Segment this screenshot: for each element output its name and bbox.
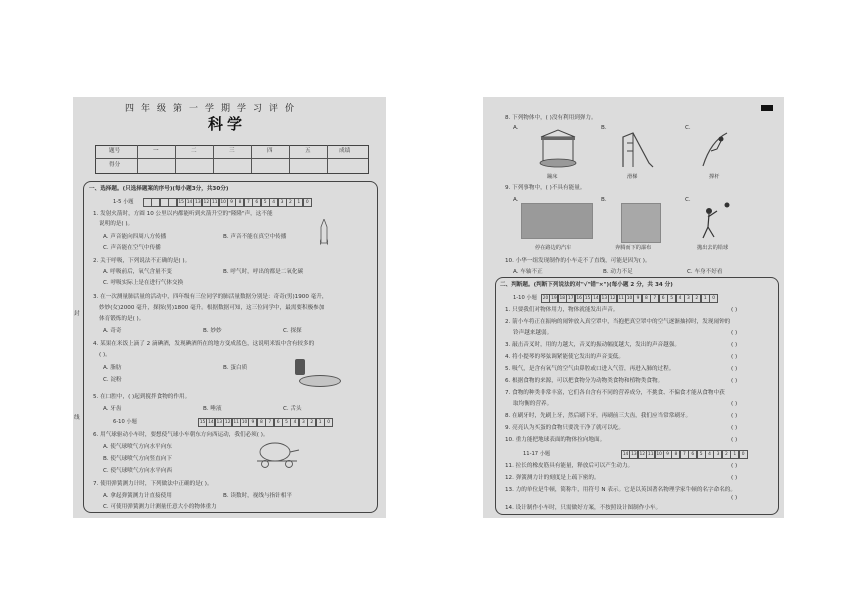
q5-option-b: B. 唾液 xyxy=(203,406,222,412)
q6-option-c: C. 使气球喷气方向水平向西 xyxy=(103,468,172,474)
judge-8: 8. 在刷牙时，先刷上牙，然后刷下牙，再刷前三大齿，我们应当常常刷牙。 xyxy=(505,413,692,419)
q3-line2: 妙妙(女)2000 毫升，探探(男)1800 毫升。根据数据可知，这三位同学中，最需要积极参加 xyxy=(99,305,325,311)
score-cell: 10 xyxy=(220,200,226,205)
score-cell: 1 xyxy=(316,418,325,427)
q10-option-b: B. 动力不足 xyxy=(603,269,633,275)
score-cell: 10 xyxy=(626,296,633,301)
score-cell: 14 xyxy=(208,420,214,425)
waterfall-image xyxy=(621,203,661,243)
score-cell: 8 xyxy=(257,418,266,427)
score-cell: 11 xyxy=(618,296,624,301)
score-cell: 1 xyxy=(294,198,303,207)
q1-text: 1. 发射火箭时，方圆 10 公里以内都能听到火箭升空的"隆隆"声，这不能 xyxy=(93,211,273,217)
score-cell: 9 xyxy=(227,198,236,207)
q3-option-b: B. 妙妙 xyxy=(203,328,222,334)
score-cell: 8 xyxy=(235,198,244,207)
judge-14: 14. 设计制作小车时，只需做好方案，不按照设计图制作小车。 xyxy=(505,505,662,511)
score-cell: 12 xyxy=(224,420,231,425)
q10-option-c: C. 车身不好看 xyxy=(687,269,723,275)
score-grid-2 xyxy=(198,418,333,426)
q9-caption-a: 停在路边的汽车 xyxy=(535,245,572,251)
score-cell: 0 xyxy=(709,294,718,303)
score-cell: 11 xyxy=(233,420,239,425)
q6-option-b: B. 使气球喷气方向竖直向下 xyxy=(103,456,172,462)
q8-caption-c: 撑杆 xyxy=(709,174,720,180)
q8-label-b: B. xyxy=(601,125,607,131)
q9-text: 9. 下列事物中，( )不具有能量。 xyxy=(505,185,586,191)
score-cell: 3 xyxy=(299,418,308,427)
score-cell: 6 xyxy=(252,198,261,207)
judge-4-answer[interactable]: ( ) xyxy=(731,354,738,360)
judge-4: 4. 将小提琴的琴弦调紧能使它发出的声音变低。 xyxy=(505,354,624,360)
corner-mark xyxy=(761,105,773,111)
grid1-label: 1-5 小题 xyxy=(113,199,134,205)
score-grid-4 xyxy=(621,450,747,458)
q10-text: 10. 小华一组发现制作的小车走不了直线，可能是因为( )。 xyxy=(505,258,651,264)
judge-11: 11. 拉长的橡皮筋具有能量，释放后可以产生动力。 xyxy=(505,463,634,469)
judge-6: 6. 根据食物的来源，可以把食物分为动物类食物和植物类食物。 xyxy=(505,378,664,384)
score-cell: 4 xyxy=(705,450,714,459)
q2-option-b: B. 呼气时，呼出的都是二氧化碳 xyxy=(223,269,304,275)
margin-mark-line: 线 xyxy=(74,415,80,421)
trampoline-image xyxy=(533,129,583,169)
rice-plate-icon xyxy=(299,375,341,387)
table-head-5: 五 xyxy=(305,148,311,154)
judge-1-answer[interactable]: ( ) xyxy=(731,307,738,313)
q7-text: 7. 使用弹簧测力计时，下列做法中正确的是( )。 xyxy=(93,481,213,487)
table-head-1: 一 xyxy=(153,148,159,154)
judge-10: 10. 重力能把地球表面的物体拉向地面。 xyxy=(505,437,606,443)
score-cell: 14 xyxy=(622,452,629,457)
q7-option-c: C. 可使用弹簧测力计测量任意大小的物体重力 xyxy=(103,504,217,510)
q4-line2: ( )。 xyxy=(99,352,111,358)
score-cell: 1 xyxy=(701,294,710,303)
q7-option-a: A. 拿起弹簧测力计直接使用 xyxy=(103,493,172,499)
q10-option-a: A. 车轴不正 xyxy=(513,269,543,275)
score-cell: 6 xyxy=(659,294,668,303)
score-cell: 13 xyxy=(216,420,223,425)
q4-option-c: C. 淀粉 xyxy=(103,377,122,383)
q8-caption-b: 滑梯 xyxy=(627,174,638,180)
score-grid-1 xyxy=(143,198,311,206)
judge-5: 5. 吸气，是含有氧气的空气由鼻腔或口进入气管，再进入肺的过程。 xyxy=(505,366,675,372)
score-cell: 5 xyxy=(261,198,270,207)
score-cell: 15 xyxy=(178,200,184,205)
score-cell: 18 xyxy=(559,296,566,301)
judge-7: 7. 食物的种类非常丰富，它们各自含有不同的营养成分，不挑食、不偏食才能从食物中获 xyxy=(505,390,725,396)
parked-car-image xyxy=(521,203,593,239)
judge-2-answer[interactable]: ( ) xyxy=(731,330,738,336)
judge-13: 13. 力的单位是牛顿，简称牛，用符号 N 表示。它是以英国著名物理学家牛顿的名字命名的。 xyxy=(505,487,736,493)
q8-label-a: A. xyxy=(513,125,519,131)
section1-title: 一、选择题。(只选择题案的序号)(每小题3分，共30分) xyxy=(89,186,229,192)
score-cell: 7 xyxy=(265,418,274,427)
score-cell: 2 xyxy=(286,198,295,207)
score-cell: 14 xyxy=(186,200,193,205)
judge-3-answer[interactable]: ( ) xyxy=(731,342,738,348)
judge-12: 12. 弹簧测力计的刻度是上疏下密的。 xyxy=(505,475,600,481)
score-cell: 5 xyxy=(667,294,676,303)
score-cell: 13 xyxy=(195,200,201,205)
exam-header: 四年级第一学期学习评价 xyxy=(125,104,302,114)
q1-cont: 说明的是( )。 xyxy=(99,221,134,227)
score-cell: 19 xyxy=(551,296,557,301)
score-cell: 13 xyxy=(631,452,637,457)
table-row-score-label: 得分 xyxy=(109,162,121,168)
q4-option-b: B. 蛋白质 xyxy=(223,365,248,371)
q2-text: 2. 关于呼吸，下列说法不正确的是( )。 xyxy=(93,258,191,264)
score-cell: 7 xyxy=(650,294,659,303)
score-cell: 3 xyxy=(684,294,693,303)
score-cell: 2 xyxy=(692,294,701,303)
q9-label-a: A. xyxy=(513,197,519,203)
grid3-label: 1-10 小题 xyxy=(513,295,537,301)
score-cell: 1 xyxy=(730,450,739,459)
score-cell: 11 xyxy=(211,200,218,205)
score-cell: 8 xyxy=(642,294,651,303)
q5-option-a: A. 牙齿 xyxy=(103,406,122,412)
q7-option-b: B. 读数时，视线与指针相平 xyxy=(223,493,292,499)
q6-text: 6. 用气球驱动小车时，要想使气球小车朝东方向西运动，我们必须( )。 xyxy=(93,432,269,438)
q9-label-b: B. xyxy=(601,197,607,203)
table-head-total: 成绩 xyxy=(339,148,351,154)
grid2-label: 6-10 小题 xyxy=(113,419,137,425)
score-cell: 5 xyxy=(282,418,291,427)
judge-9-answer[interactable]: ( ) xyxy=(731,425,738,431)
score-cell: 17 xyxy=(567,296,574,301)
score-cell: 10 xyxy=(656,452,662,457)
q4-option-a: A. 脂肪 xyxy=(103,365,122,371)
judge-11-answer[interactable]: ( ) xyxy=(731,463,738,469)
score-cell: 20 xyxy=(542,296,549,301)
judge-13-answer[interactable]: ( ) xyxy=(731,495,738,501)
score-cell: 16 xyxy=(576,296,582,301)
judge-2: 2. 箭小车将正在振响的闹钟放入真空罩中，当抱把真空罩中的空气逐渐抽掉时，发现闹钟的 xyxy=(505,319,731,325)
score-cell: 15 xyxy=(199,420,206,425)
judge-12-answer[interactable]: ( ) xyxy=(731,475,738,481)
left-exam-page xyxy=(73,97,386,518)
q5-option-c: C. 舌头 xyxy=(283,406,302,412)
judge-1: 1. 只要我们对物体用力，物体就能发出声音。 xyxy=(505,307,619,313)
score-cell: 8 xyxy=(671,450,680,459)
score-cell: 7 xyxy=(244,198,253,207)
q2-option-a: A. 呼吸前后，氧气含量不变 xyxy=(103,269,172,275)
rocket-icon xyxy=(320,219,328,249)
judge-10-answer[interactable]: ( ) xyxy=(731,437,738,443)
score-cell: 11 xyxy=(647,452,654,457)
q3-line3: 体育锻炼的是( )。 xyxy=(99,316,145,322)
table-head-2: 二 xyxy=(191,148,197,154)
judge-5-answer[interactable]: ( ) xyxy=(731,366,738,372)
subject-title: 科学 xyxy=(208,115,247,133)
judge-6-answer[interactable]: ( ) xyxy=(731,378,738,384)
q6-option-a: A. 使气球喷气方向水平向东 xyxy=(103,444,172,450)
score-cell: 13 xyxy=(601,296,608,301)
judge-2-line2: 铃声越来越弱。 xyxy=(513,330,553,336)
shot-put-image xyxy=(697,201,733,241)
score-cell: 0 xyxy=(303,198,312,207)
score-cell: 5 xyxy=(697,450,706,459)
q5-text: 5. 在口腔中，( )起到搅拌食物的作用。 xyxy=(93,394,191,400)
q8-text: 8. 下列物体中，( )没有利用到弹力。 xyxy=(505,115,597,121)
judge-7-answer[interactable]: ( ) xyxy=(731,401,738,407)
score-cell: 4 xyxy=(290,418,299,427)
iodine-bottle-icon xyxy=(295,359,305,375)
table-head-3: 三 xyxy=(229,148,235,154)
right-exam-page xyxy=(483,97,784,518)
q3-option-a: A. 奇奇 xyxy=(103,328,122,334)
margin-mark-seal: 封 xyxy=(74,311,80,317)
score-cell: 2 xyxy=(722,450,731,459)
judge-8-answer[interactable]: ( ) xyxy=(731,413,738,419)
score-cell: 10 xyxy=(241,420,248,425)
q3-text: 3. 在一次测量肺活量的活动中，四年级有三位同学的肺活量数据分别是：奇奇(男)1900 毫升， xyxy=(93,294,328,300)
q9-caption-c: 抛出去的铅球 xyxy=(697,245,729,251)
score-cell: 0 xyxy=(739,450,748,459)
q9-caption-b: 奔腾而下的瀑布 xyxy=(615,245,652,251)
judge-9: 9. 亮亮认为买蛋的食物只要洗干净了就可以吃。 xyxy=(505,425,624,431)
score-cell: 2 xyxy=(307,418,316,427)
score-cell: 9 xyxy=(248,418,257,427)
q2-option-c: C. 呼吸实际上是在进行气体交换 xyxy=(103,280,184,286)
q1-option-b: B. 声音不能在真空中传播 xyxy=(223,234,287,240)
q1-option-c: C. 声音能在空气中传播 xyxy=(103,245,161,251)
pole-vault-image xyxy=(701,131,729,167)
score-grid-3 xyxy=(541,294,718,302)
score-cell: 3 xyxy=(278,198,287,207)
balloon-car-icon xyxy=(253,441,303,469)
score-cell: 9 xyxy=(633,294,642,303)
score-cell: 14 xyxy=(593,296,599,301)
grid4-label: 11-17 小题 xyxy=(523,451,551,457)
q8-caption-a: 蹦床 xyxy=(547,174,558,180)
judge-7-line2: 取均衡的营养。 xyxy=(513,401,553,407)
score-cell: 0 xyxy=(324,418,333,427)
q4-text: 4. 某果在米饭上滴了 2 滴碘酒，发现碘酒所在的地方变成蓝色，这说明米饭中含有较多的 xyxy=(93,341,315,347)
score-cell: 6 xyxy=(274,418,283,427)
q9-label-c: C. xyxy=(685,197,691,203)
score-cell: 15 xyxy=(584,296,591,301)
score-cell: 4 xyxy=(676,294,685,303)
score-cell: 4 xyxy=(269,198,278,207)
score-cell: 9 xyxy=(663,450,672,459)
judge-3: 3. 敲击音叉时，用的力越大，音叉的振动幅度越大，发出的声音越强。 xyxy=(505,342,680,348)
table-head-tihao: 题号 xyxy=(109,148,121,154)
q1-option-a: A. 声音能向四周八方传播 xyxy=(103,234,167,240)
section2-title: 二、判断题。(判断下列说法的对"√"错"×")(每小题 2 分，共 34 分) xyxy=(500,282,673,288)
table-head-4: 四 xyxy=(267,148,273,154)
score-cell: 12 xyxy=(639,452,646,457)
q8-label-c: C. xyxy=(685,125,691,131)
score-cell: 12 xyxy=(203,200,210,205)
q3-option-c: C. 探探 xyxy=(283,328,302,334)
slide-image xyxy=(619,129,655,169)
score-cell: 3 xyxy=(713,450,722,459)
score-cell: 7 xyxy=(680,450,689,459)
score-cell: 6 xyxy=(688,450,697,459)
score-cell: 12 xyxy=(609,296,616,301)
